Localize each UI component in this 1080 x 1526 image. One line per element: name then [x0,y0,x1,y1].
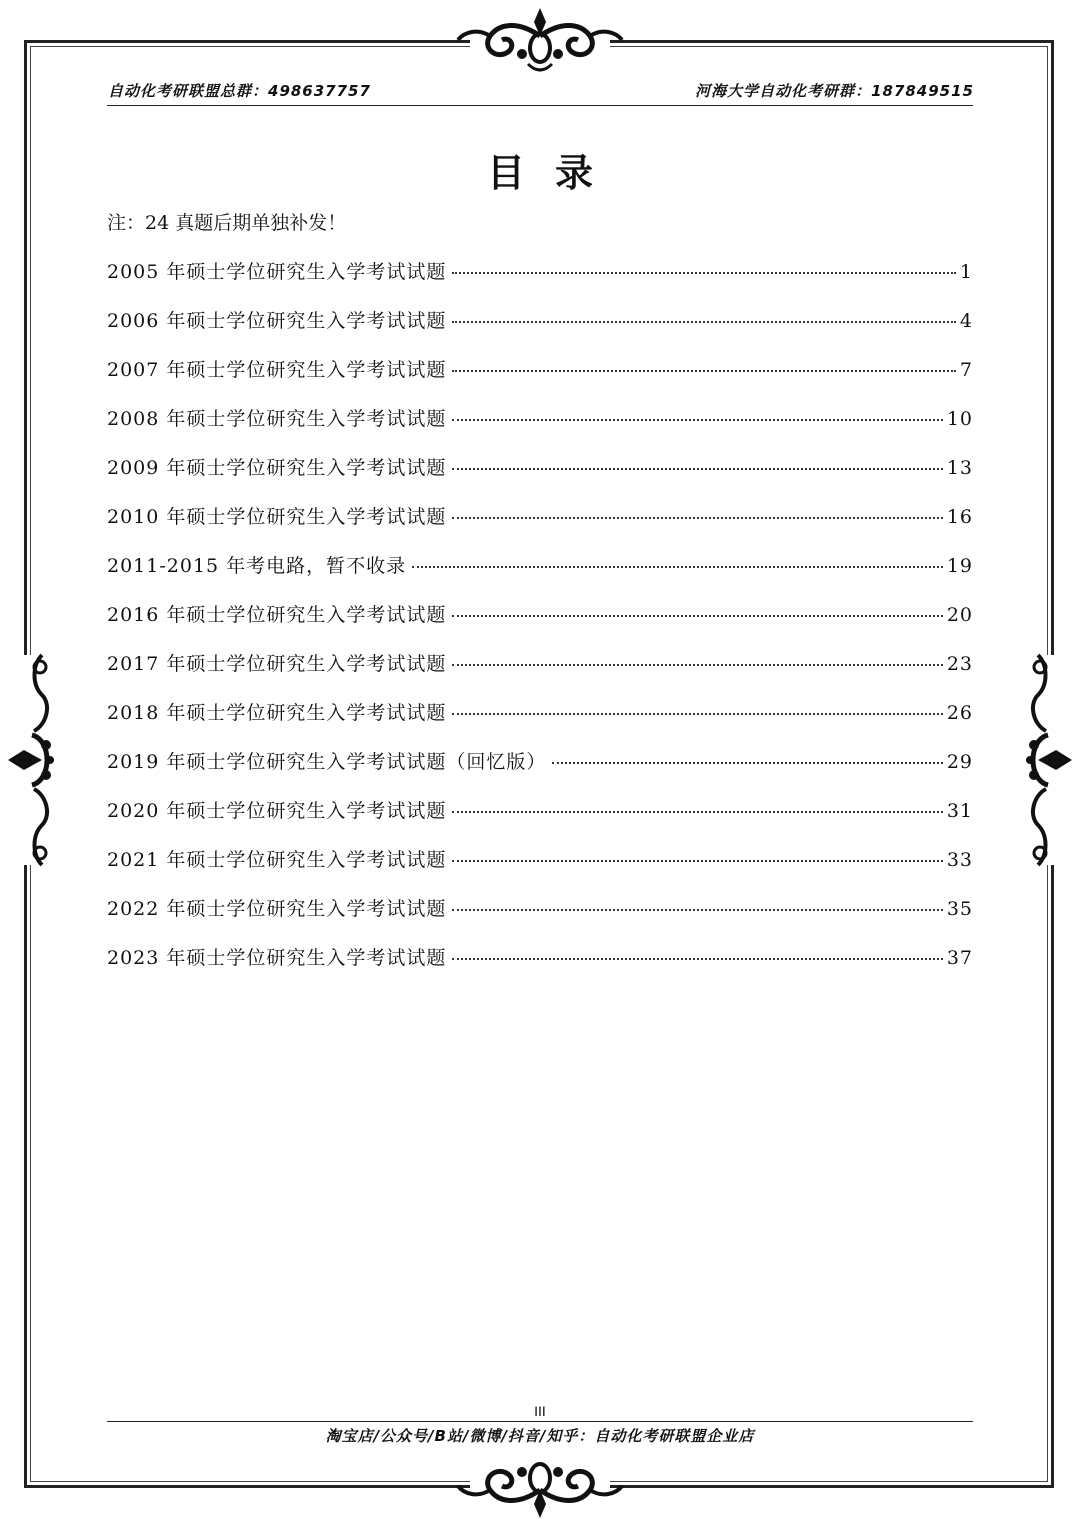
toc-entry-label: 2009 年硕士学位研究生入学考试试题 [107,457,447,479]
toc-entry-page: 33 [946,849,973,871]
toc-entry-label: 2008 年硕士学位研究生入学考试试题 [107,408,447,430]
toc-note: 注：24 真题后期单独补发！ [107,212,347,234]
footer-divider [107,1421,973,1422]
toc-entry-page: 35 [946,898,973,920]
toc-entry[interactable] [107,306,973,355]
toc-leader [452,713,942,715]
footer-text: 淘宝店/公众号/B站/微博/抖音/知乎：自动化考研联盟企业店 [325,1427,755,1445]
toc-leader [452,321,956,323]
toc-entry-label: 2020 年硕士学位研究生入学考试试题 [107,800,447,822]
left-ornament-icon [2,645,60,875]
toc-entry[interactable] [107,355,973,404]
toc-entry-page: 20 [946,604,973,626]
toc-leader [452,615,942,617]
toc-entry[interactable] [107,551,973,600]
toc-entry-label: 2010 年硕士学位研究生入学考试试题 [107,506,447,528]
toc-entry-label: 2011-2015 年考电路，暂不收录 [107,555,407,577]
toc-entry-label: 2005 年硕士学位研究生入学考试试题 [107,261,447,283]
toc-leader [412,566,943,568]
toc-leader [452,272,956,274]
toc-entry-page: 37 [946,947,973,969]
header-divider [107,105,973,106]
toc-leader [452,909,942,911]
toc-entry[interactable] [107,502,973,551]
toc-leader [452,664,942,666]
toc-entry[interactable] [107,943,973,992]
toc-entry-page: 19 [946,555,973,577]
page-title: 目录 [486,151,623,195]
toc-entry-label: 2019 年硕士学位研究生入学考试试题（回忆版） [107,751,547,773]
toc-entry-page: 13 [946,457,973,479]
top-ornament-icon [450,2,630,78]
toc-entry[interactable] [107,257,973,306]
toc-entry-label: 2022 年硕士学位研究生入学考试试题 [107,898,447,920]
toc-entry-page: 23 [946,653,973,675]
toc-entry-label: 2023 年硕士学位研究生入学考试试题 [107,947,447,969]
toc-leader [452,517,942,519]
toc-leader [452,419,942,421]
right-ornament-icon [1020,645,1078,875]
toc-entry-page: 10 [946,408,973,430]
toc-entry-page: 7 [959,359,973,381]
toc-entry-label: 2021 年硕士学位研究生入学考试试题 [107,849,447,871]
page-number: III [534,1403,546,1419]
toc-entry-page: 29 [946,751,973,773]
toc-entry[interactable] [107,747,973,796]
toc-entry-label: 2006 年硕士学位研究生入学考试试题 [107,310,447,332]
header-group-right: 河海大学自动化考研群：187849515 [695,82,974,100]
toc-entry-page: 1 [959,261,973,283]
toc-entry[interactable] [107,894,973,943]
header-group-left: 自动化考研联盟总群：498637757 [108,82,371,100]
toc-entry[interactable] [107,845,973,894]
toc-entry[interactable] [107,600,973,649]
toc-leader [452,468,942,470]
toc-entry-label: 2016 年硕士学位研究生入学考试试题 [107,604,447,626]
bottom-ornament-icon [450,1448,630,1524]
toc-entry-label: 2018 年硕士学位研究生入学考试试题 [107,702,447,724]
toc-list [107,257,973,992]
toc-entry-page: 31 [946,800,973,822]
toc-leader [452,958,942,960]
toc-leader [452,811,942,813]
toc-entry-page: 16 [946,506,973,528]
toc-entry[interactable] [107,649,973,698]
toc-entry[interactable] [107,698,973,747]
toc-leader [452,370,956,372]
toc-entry-page: 26 [946,702,973,724]
toc-entry[interactable] [107,796,973,845]
toc-leader [452,860,942,862]
toc-entry-label: 2017 年硕士学位研究生入学考试试题 [107,653,447,675]
toc-leader [552,762,942,764]
toc-entry-label: 2007 年硕士学位研究生入学考试试题 [107,359,447,381]
toc-entry-page: 4 [959,310,973,332]
toc-entry[interactable] [107,453,973,502]
toc-entry[interactable] [107,404,973,453]
